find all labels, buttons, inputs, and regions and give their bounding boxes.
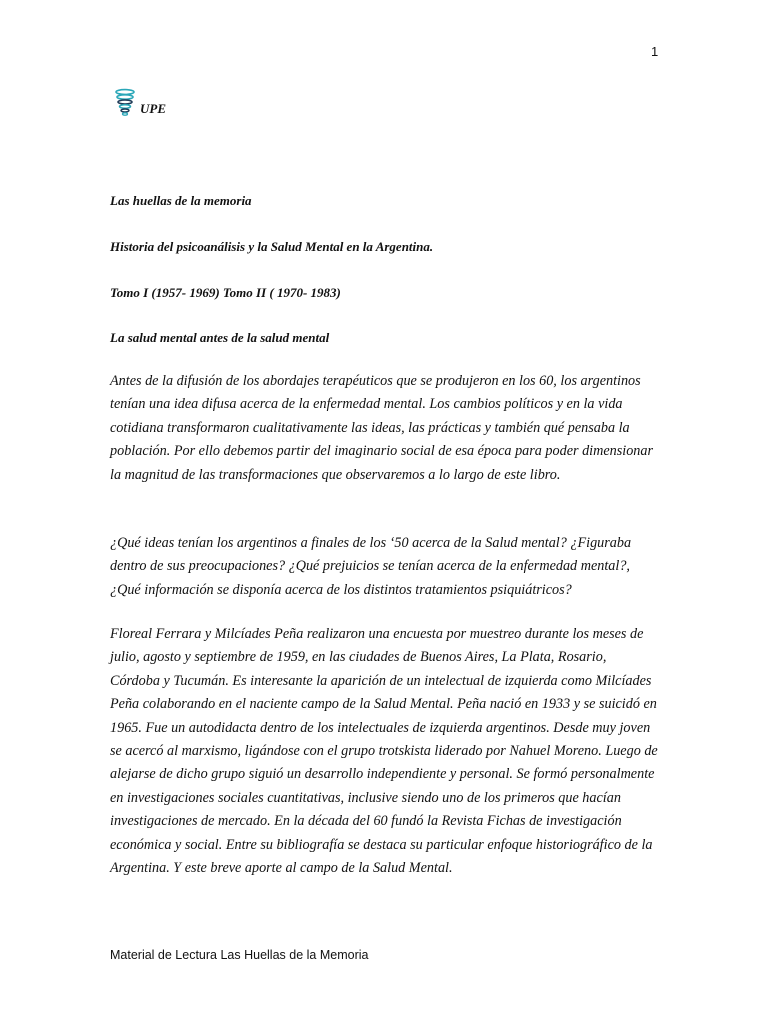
logo-text: UPE (140, 101, 166, 116)
footer: Material de Lectura Las Huellas de la Memoria (110, 948, 369, 962)
document-volumes: Tomo I (1957- 1969) Tomo II ( 1970- 1983) (110, 285, 341, 300)
upe-logo-icon (112, 88, 138, 120)
logo (112, 88, 172, 122)
paragraph: ¿Qué ideas tenían los argentinos a finales de los ‘50 acerca de la Salud mental? ¿Figuraba dentro de sus preocupaciones? ¿Qué prejuicios se tenían acerca de la enfermedad mental?, ¿Qué información se disponía acerca de los distintos tratamientos psiquiátricos? (110, 535, 632, 598)
document-title: Las huellas de la memoria (110, 193, 252, 208)
document-subtitle: Historia del psicoanálisis y la Salud Mental en la Argentina. (110, 239, 434, 254)
paragraph: Floreal Ferrara y Milcíades Peña realizaron una encuesta por muestreo durante los meses de julio, agosto y septiembre de 1959, en las ciudades de Buenos Aires, La Plata, Rosario, Córdoba y Tucumán. Es interesante la aparición de un intelectual de izquierda como Milcíades Peña colaborando en el naciente campo de la Salud Mental. Peña nació en 1933 y se suicidó en 1965. Fue un autodidacta dentro de los intelectuales de izquierda argentinos. Desde muy joven se acercó al marxismo, ligándose con el grupo trotskista liderado por Nahuel Moreno. Luego de alejarse de dicho grupo siguió un desarrollo independiente y personal. Se formó personalmente en investigaciones sociales cuantitativas, inclusive siendo uno de los primeros que hacían investigaciones de mercado. En la década del 60 fundó la Revista Fichas de investigación económica y social. Entre su bibliografía se destaca su particular enfoque historiográfico de la Argentina. Y este breve aporte al campo de la Salud Mental. (110, 626, 658, 877)
section-heading: La salud mental antes de la salud mental (110, 330, 330, 345)
paragraph: Antes de la difusión de los abordajes terapéuticos que se produjeron en los 60, los argentinos tenían una idea difusa acerca de la enfermedad mental. Los cambios políticos y en la vida cotidiana transformaron cualitativamente las ideas, las prácticas y también qué pensaba la población. Por ello debemos partir del imaginario social de esa época para poder dimensionar la magnitud de las transformaciones que observaremos a lo largo de este libro. (110, 373, 654, 483)
page-number: 1 (651, 44, 659, 59)
